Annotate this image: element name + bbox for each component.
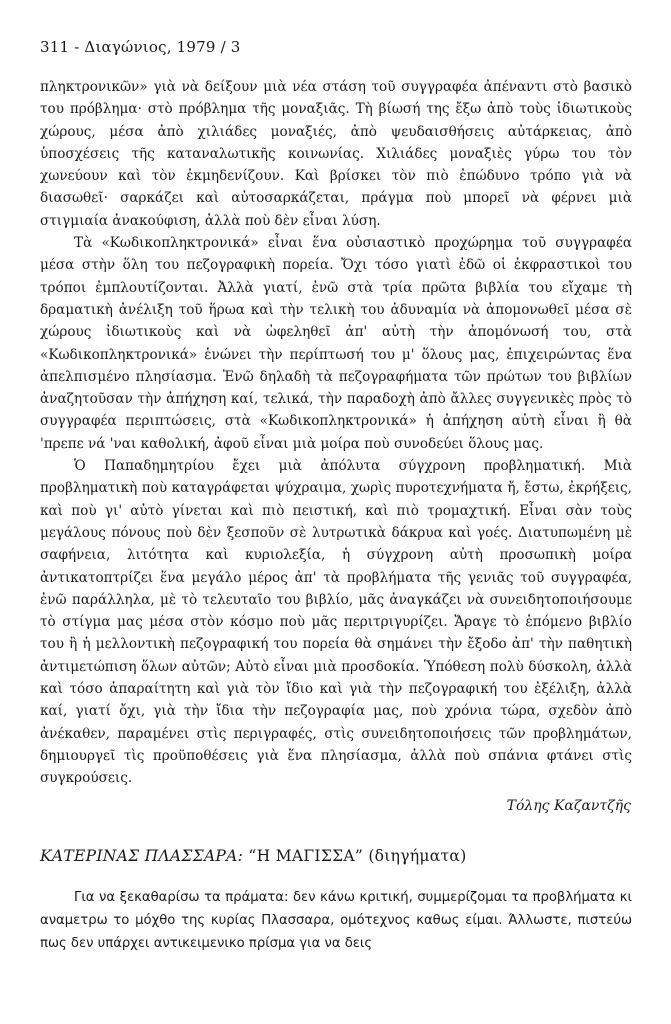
paragraph: Ὁ Παπαδημητρίου ἔχει μιὰ ἀπόλυτα σύγχρονη προβληματική. Μιὰ προβληματικὴ ποὺ καταγράφεται ψύχραιμα, χωρὶς πυροτεχνήματα ἤ, ἔστω, ἐκρήξεις, καὶ ποὺ γι' αὐτὸ γίνεται καὶ πιὸ πειστική, καὶ πιὸ τρομαχτική. Εἶναι σὰν τοὺς μεγάλους πόνους ποὺ δὲν ξεσποῦν σὲ λυτρωτικὰ δάκρυα καὶ γοές. Διατυπωμένη μὲ σαφήνεια, λιτότητα καὶ κυριολεξία, ἡ σύγχρονη αὐτὴ προσωπικὴ μοίρα ἀντικατοπτρίζει ἕνα μεγάλο μέρος ἀπ' τὰ προβλήματα τῆς γενιᾶς τοῦ συγγραφέα, ἐνῶ παράλληλα, μὲ τὸ τελευταῖο του βιβλίο, μᾶς ἀναγκάζει νὰ συνειδητοποιήσουμε τὸ στίγμα μας μέσα στὸν κόσμο ποὺ μᾶς περιτριγυρίζει. Ἄραγε τὸ ἑπόμενο βιβλίο του ἢ ἡ μελλοντικὴ πεζογραφική του πορεία θὰ σημάνει τὴν ἔξοδο ἀπ' τὴν παθητικὴ ἀντιμετώπιση ὅλων αὐτῶν; Αὐτὸ εἶναι μιὰ προσδοκία. Ὑπόθεση πολὺ δύσκολη, ἀλλὰ καὶ τόσο ἀπαραίτητη καὶ γιὰ τὸν ἴδιο καὶ γιὰ τὴν πεζογραφική του ἐξέλιξη, ἀλλὰ καί, γιατί ὄχι, γιὰ τὴν ἴδια τὴν πεζογραφία μας, ποὺ χρόνια τώρα, σχεδὸν ἀπὸ ἀνέκαθεν, παραμένει στὶς περιγραφές, στὶς συνειδητοποιήσεις τῶν προβλημάτων, δημιουργεῖ τὶς προϋποθέσεις γιὰ ἕνα πλησίασμα, ἀλλὰ ποὺ σπάνια φτάνει στὶς συγκρούσεις. [40,458,632,787]
review-body-2 [40,886,632,955]
section-title-author: ΚΑΤΕΡΙΝΑΣ ΠΛΑΣΣΑΡΑ: [40,847,244,865]
review-signature: Τόλης Καζαντζῆς [506,798,631,814]
review-body [40,76,632,790]
page-header: 311 - Διαγώνιος, 1979 / 3 [40,38,241,56]
section-title-work: “Η ΜΑΓΙΣΣΑ” [248,847,364,865]
section-title-genre: (διηγήματα) [368,847,467,865]
section-title [40,847,467,865]
paragraph: πληκτρονικῶν» γιὰ νὰ δείξουν μιὰ νέα στάση τοῦ συγγραφέα ἀπέναντι στὸ βασικὸ του πρόβλημα· στὸ πρόβλημα τῆς μοναξιᾶς. Τὴ βίωσή της ἔξω ἀπὸ τοὺς ἰδιωτικοὺς χώρους, μέσα ἀπὸ χιλιάδες μοναξιές, ἀπὸ ψευδαισθήσεις αὐτάρκειας, ἀπὸ ὑποσχέσεις τῆς καταναλωτικῆς κοινωνίας. Χιλιάδες μοναξιὲς γύρω του τὸν χωνεύουν καὶ τὸν ἐκμηδενίζουν. Καὶ βρίσκει τὸν πιὸ ἐπώδυνο τρόπο γιὰ νὰ διασωθεῖ· σαρκάζει καὶ αὐτοσαρκάζεται, πράγμα ποὺ μπορεῖ νὰ φέρνει μιὰ στιγμιαία ἀνακούφιση, ἀλλὰ ποὺ δὲν εἶναι λύση. [40,79,632,229]
paragraph: Για να ξεκαθαρίσω τα πράματα: δεν κάνω κριτική, συμμερίζομαι τα προβλήματα κι αναμετρω το μόχθο της κυρίας Πλασσαρα, ομότεχνος καθως είμαι. Άλλωστε, πιστεύω πως δεν υπάρχει αντικειμενικο πρίσμα για να δεις [40,890,632,951]
paragraph: Τὰ «Κωδικοπληκτρονικά» εἶναι ἕνα οὐσιαστικὸ προχώρημα τοῦ συγγραφέα μέσα στὴν ὅλη του πεζογραφικὴ πορεία. Ὄχι τόσο γιατὶ ἐδῶ οἱ ἐκφραστικοὶ του τρόποι ἐμπλουτίζονται. Ἀλλὰ γιατί, ἐνῶ στὰ τρία πρῶτα βιβλία του εἴχαμε τὴ δραματικὴ ἀνέλιξη τοῦ ἥρωα καὶ τὴν τελικὴ του ἀδυναμία νὰ ἀπομονωθεῖ μέσα σὲ χώρους ἰδιωτικοὺς καὶ νὰ ὠφεληθεῖ ἀπ' αὐτὴ τὴν ἀπομόνωσή του, στὰ «Κωδικοπληκτρονικά» ἑνώνει τὴν περίπτωσή του μ' ὅλους μας, ἐπιχειρώντας ἕνα ἀπελπισμένο πλησίασμα. Ἐνῶ δηλαδὴ τὰ πεζογραφήματα τῶν πρώτων του βιβλίων ἀναζητοῦσαν τὴν ἀπήχηση καί, τελικά, τὴν παραδοχὴ ἀπὸ ἄλλες συγγενικὲς πρὸς τὸ συγγραφέα περιπτώσεις, στὰ «Κωδικοπληκτρονικά» ἡ ἀπήχηση αὐτὴ εἶναι ἢ θὰ 'πρεπε νά 'ναι καθολική, ἀφοῦ εἶναι μιὰ μοίρα ποὺ συνοδεύει ὅλους μας. [40,235,632,452]
